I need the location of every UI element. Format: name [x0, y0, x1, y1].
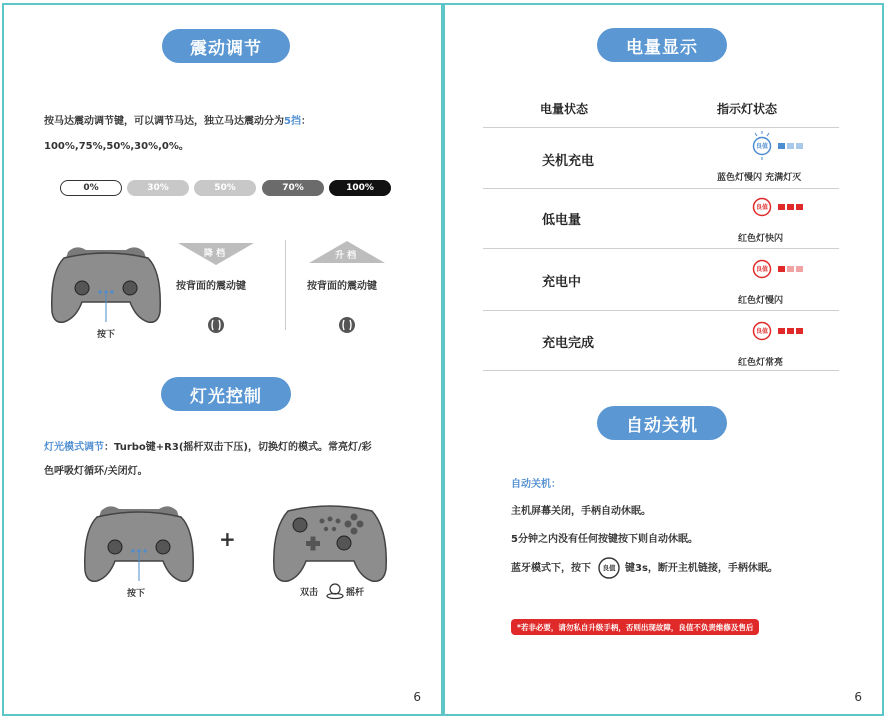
- vibration-intro-highlight: 5挡: [284, 116, 301, 127]
- button-glyph: 良值: [755, 266, 769, 273]
- left-page: [2, 3, 443, 716]
- auto-off-line3-part1: 蓝牙模式下，按下: [511, 563, 591, 574]
- light-line1: [44, 441, 372, 454]
- auto-off-title: 自动关机: [597, 406, 727, 440]
- table-divider: [483, 370, 839, 371]
- led: [778, 328, 785, 334]
- controller-back-icon: [79, 501, 199, 591]
- light-title: 灯光控制: [161, 377, 291, 411]
- battery-state: 关机充电: [542, 154, 595, 169]
- auto-off-line2: 5分钟之内没有任何按键按下则自动休眠。: [511, 534, 698, 545]
- home-button-icon: [750, 195, 774, 219]
- level-50-badge: 50%: [194, 180, 256, 196]
- light-line2: 色呼吸灯循环/关闭灯。: [44, 466, 148, 477]
- vibration-intro-part1: 按马达震动调节键，可以调节马达，独立马达震动分为: [44, 116, 284, 127]
- button-glyph: 良值: [602, 564, 616, 572]
- level-100-badge: 100%: [329, 180, 391, 196]
- home-button-icon: [597, 556, 621, 580]
- led-bar: [778, 143, 803, 149]
- level-70-badge: 70%: [262, 180, 324, 196]
- double-click-label: 双击: [300, 588, 319, 598]
- vibration-intro: [44, 115, 311, 128]
- light-line1-rest: ：Turbo键+R3(摇杆双击下压)，切换灯的模式。常亮灯/彩: [104, 442, 372, 453]
- table-divider: [483, 127, 839, 128]
- right-page: [443, 3, 884, 716]
- home-button-icon: [750, 319, 774, 343]
- page-number: 6: [413, 690, 421, 704]
- up-arrow-label: 升 档: [335, 251, 357, 261]
- table-divider: [483, 310, 839, 311]
- battery-state: 低电量: [542, 213, 582, 228]
- indicator-text: 蓝色灯慢闪 充满灯灭: [717, 173, 802, 183]
- led: [778, 204, 785, 210]
- battery-state: 充电中: [542, 275, 582, 290]
- stick-label: 摇杆: [346, 588, 365, 598]
- button-glyph: 良值: [755, 204, 769, 211]
- vibration-intro-part2: ：: [300, 116, 311, 127]
- led: [787, 328, 794, 334]
- plus-sign: +: [219, 527, 236, 551]
- led: [796, 204, 803, 210]
- button-glyph: 良值: [755, 328, 769, 335]
- led: [787, 204, 794, 210]
- led: [787, 266, 794, 272]
- down-text: 按背面的震动键: [176, 281, 246, 292]
- table-divider: [483, 248, 839, 249]
- level-30-badge: 30%: [127, 180, 189, 196]
- page-number: 6: [854, 690, 862, 704]
- column-state-header: 电量状态: [540, 102, 589, 116]
- indicator-text: 红色灯快闪: [738, 234, 784, 244]
- vibration-title: 震动调节: [162, 29, 290, 63]
- auto-off-line3: [511, 562, 591, 575]
- led: [778, 143, 785, 149]
- table-divider: [483, 188, 839, 189]
- led: [778, 266, 785, 272]
- down-arrow-label: 降 档: [204, 249, 226, 259]
- led-bar: [778, 266, 803, 272]
- auto-off-label: 自动关机：: [511, 479, 561, 490]
- led: [796, 328, 803, 334]
- stick-icon: [326, 583, 344, 599]
- vibration-key-icon: [338, 316, 356, 334]
- vibration-levels-text: 100%,75%,50%,30%,0%。: [44, 141, 189, 152]
- vibration-key-icon: [207, 316, 225, 334]
- auto-off-line3-part2: 键3s，断开主机链接，手柄休眠。: [625, 563, 778, 574]
- level-0-badge: 0%: [60, 180, 122, 196]
- battery-title: 电量显示: [597, 28, 727, 62]
- divider: [285, 240, 286, 330]
- press-label: 按下: [127, 589, 146, 599]
- button-glyph: 良值: [755, 143, 769, 150]
- light-line1-highlight: 灯光模式调节: [44, 442, 104, 453]
- column-indicator-header: 指示灯状态: [717, 102, 778, 116]
- indicator-text: 红色灯慢闪: [738, 296, 784, 306]
- warning-badge: *若非必要，请勿私自升级手柄，否则出现故障，良值不负责维修及售后: [511, 619, 759, 635]
- led: [787, 143, 794, 149]
- controller-back-icon: [46, 242, 166, 332]
- led-bar: [778, 328, 803, 334]
- press-label: 按下: [97, 330, 116, 340]
- up-text: 按背面的震动键: [307, 281, 377, 292]
- battery-state: 充电完成: [542, 336, 595, 351]
- led-bar: [778, 204, 803, 210]
- home-button-icon: [750, 131, 774, 161]
- home-button-icon: [750, 257, 774, 281]
- indicator-text: 红色灯常亮: [738, 358, 784, 368]
- auto-off-line1: 主机屏幕关闭，手柄自动休眠。: [511, 506, 651, 517]
- led: [796, 266, 803, 272]
- led: [796, 143, 803, 149]
- controller-front-icon: [270, 499, 390, 589]
